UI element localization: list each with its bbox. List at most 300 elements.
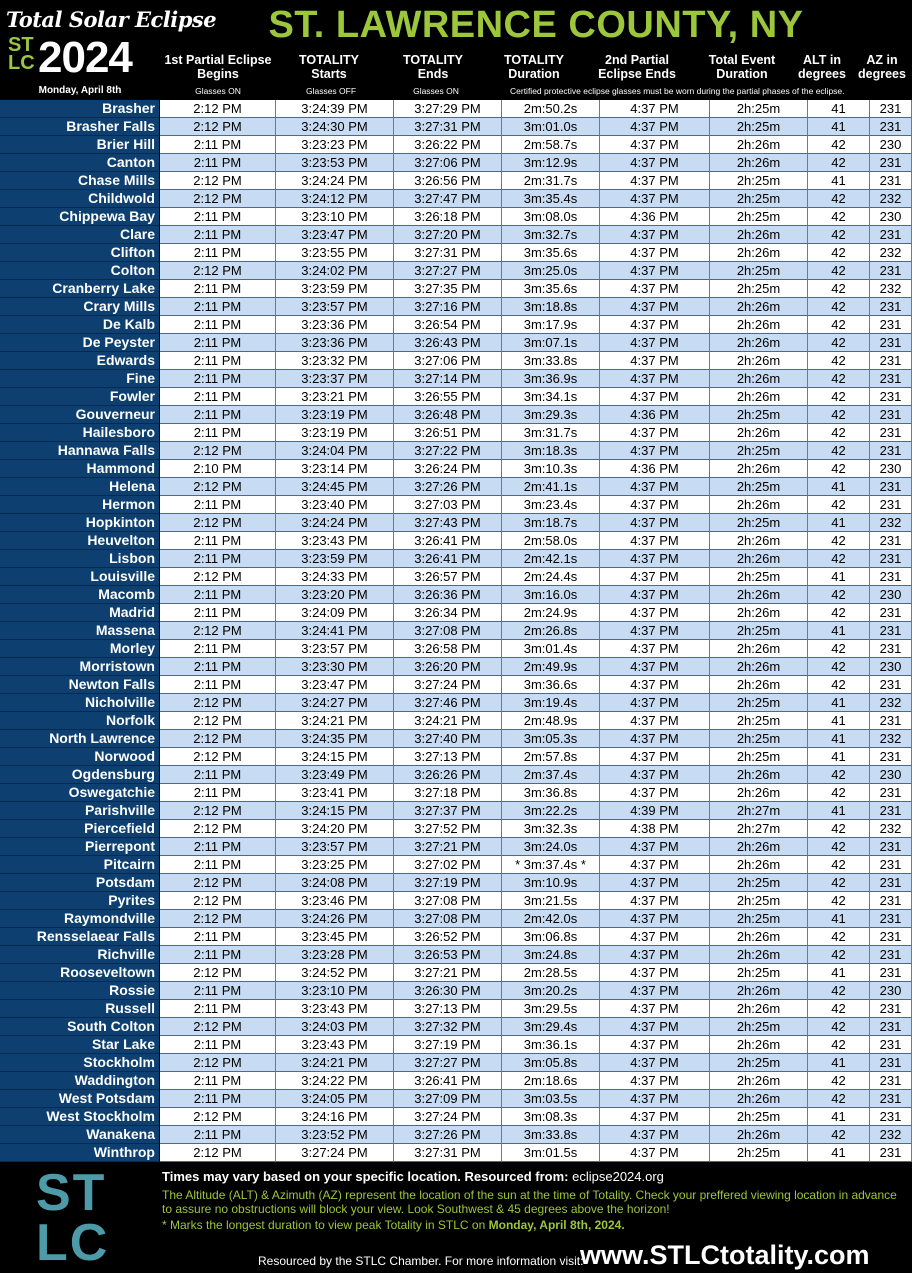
cell-az-degrees: 231 (870, 1036, 912, 1054)
cell-totality-starts: 3:24:15 PM (276, 748, 394, 766)
cell-town-name: North Lawrence (0, 730, 160, 748)
cell-town-name: Colton (0, 262, 160, 280)
cell-partial-begins: 2:12 PM (160, 874, 276, 892)
cell-town-name: Waddington (0, 1072, 160, 1090)
cell-alt-degrees: 42 (808, 532, 870, 550)
cell-event-duration: 2h:25m (710, 568, 808, 586)
table-row (0, 622, 912, 640)
cell-totality-ends: 3:26:58 PM (394, 640, 502, 658)
cell-totality-ends: 3:27:21 PM (394, 964, 502, 982)
cell-partial-ends: 4:37 PM (600, 172, 710, 190)
cell-town-name: Fowler (0, 388, 160, 406)
cell-event-duration: 2h:26m (710, 316, 808, 334)
cell-town-name: Clifton (0, 244, 160, 262)
cell-partial-begins: 2:10 PM (160, 460, 276, 478)
cell-totality-duration: 3m:19.4s (502, 694, 600, 712)
table-row (0, 352, 912, 370)
longest-duration-note (162, 1218, 625, 1232)
cell-alt-degrees: 42 (808, 640, 870, 658)
cell-alt-degrees: 42 (808, 874, 870, 892)
cell-town-name: Winthrop (0, 1144, 160, 1162)
cell-alt-degrees: 42 (808, 460, 870, 478)
table-row (0, 892, 912, 910)
cell-partial-ends: 4:37 PM (600, 280, 710, 298)
cell-alt-degrees: 41 (808, 514, 870, 532)
cell-az-degrees: 230 (870, 766, 912, 784)
cell-partial-ends: 4:37 PM (600, 1108, 710, 1126)
cell-alt-degrees: 41 (808, 100, 870, 118)
cell-alt-degrees: 42 (808, 1072, 870, 1090)
cell-az-degrees: 231 (870, 892, 912, 910)
cell-alt-degrees: 42 (808, 658, 870, 676)
cell-partial-begins: 2:12 PM (160, 514, 276, 532)
cell-totality-starts: 3:24:09 PM (276, 604, 394, 622)
cell-totality-ends: 3:27:20 PM (394, 226, 502, 244)
cell-az-degrees: 232 (870, 280, 912, 298)
cell-totality-ends: 3:27:06 PM (394, 154, 502, 172)
table-row (0, 154, 912, 172)
table-row (0, 640, 912, 658)
cell-event-duration: 2h:26m (710, 136, 808, 154)
cell-totality-duration: 3m:06.8s (502, 928, 600, 946)
cell-totality-ends: 3:27:46 PM (394, 694, 502, 712)
cell-az-degrees: 230 (870, 136, 912, 154)
cell-az-degrees: 231 (870, 1000, 912, 1018)
page-title: ST. LAWRENCE COUNTY, NY (268, 4, 804, 46)
cell-partial-begins: 2:11 PM (160, 154, 276, 172)
cell-alt-degrees: 42 (808, 928, 870, 946)
cell-totality-duration: 3m:36.8s (502, 784, 600, 802)
cell-event-duration: 2h:26m (710, 550, 808, 568)
cell-totality-ends: 3:26:36 PM (394, 586, 502, 604)
table-row (0, 874, 912, 892)
cell-town-name: Wanakena (0, 1126, 160, 1144)
cell-totality-duration: 2m:57.8s (502, 748, 600, 766)
cell-partial-begins: 2:11 PM (160, 1000, 276, 1018)
cell-totality-starts: 3:24:52 PM (276, 964, 394, 982)
cell-totality-starts: 3:23:23 PM (276, 136, 394, 154)
cell-az-degrees: 231 (870, 712, 912, 730)
table-row (0, 586, 912, 604)
col-header-alt: ALT in degrees (798, 53, 846, 81)
cell-totality-ends: 3:27:31 PM (394, 244, 502, 262)
cell-totality-ends: 3:27:13 PM (394, 748, 502, 766)
table-row (0, 910, 912, 928)
cell-town-name: Edwards (0, 352, 160, 370)
times-vary-note (162, 1169, 664, 1184)
cell-az-degrees: 232 (870, 244, 912, 262)
cell-az-degrees: 231 (870, 478, 912, 496)
cell-event-duration: 2h:26m (710, 1090, 808, 1108)
cell-partial-ends: 4:37 PM (600, 424, 710, 442)
cell-alt-degrees: 42 (808, 262, 870, 280)
cell-totality-starts: 3:24:39 PM (276, 100, 394, 118)
cell-partial-ends: 4:37 PM (600, 910, 710, 928)
cell-town-name: Rossie (0, 982, 160, 1000)
cell-totality-ends: 3:27:37 PM (394, 802, 502, 820)
table-row (0, 568, 912, 586)
cell-partial-ends: 4:37 PM (600, 100, 710, 118)
cell-partial-ends: 4:37 PM (600, 514, 710, 532)
cell-alt-degrees: 42 (808, 352, 870, 370)
cell-partial-begins: 2:11 PM (160, 244, 276, 262)
cell-town-name: Fine (0, 370, 160, 388)
col-header-totality-ends: TOTALITY Ends (403, 53, 463, 81)
cell-event-duration: 2h:26m (710, 334, 808, 352)
cell-alt-degrees: 42 (808, 190, 870, 208)
cell-partial-ends: 4:37 PM (600, 604, 710, 622)
table-row (0, 766, 912, 784)
cell-event-duration: 2h:26m (710, 766, 808, 784)
cell-az-degrees: 231 (870, 568, 912, 586)
cell-az-degrees: 231 (870, 748, 912, 766)
cell-event-duration: 2h:25m (710, 172, 808, 190)
cell-partial-ends: 4:37 PM (600, 748, 710, 766)
cell-alt-degrees: 42 (808, 1018, 870, 1036)
cell-alt-degrees: 42 (808, 424, 870, 442)
cell-partial-begins: 2:12 PM (160, 568, 276, 586)
cell-alt-degrees: 41 (808, 730, 870, 748)
cell-event-duration: 2h:25m (710, 514, 808, 532)
cell-partial-begins: 2:12 PM (160, 622, 276, 640)
cell-totality-ends: 3:26:26 PM (394, 766, 502, 784)
cell-partial-begins: 2:12 PM (160, 892, 276, 910)
eclipse-logo (0, 0, 217, 100)
col-header-event-duration: Total Event Duration (708, 53, 776, 81)
cell-town-name: Macomb (0, 586, 160, 604)
cell-partial-ends: 4:37 PM (600, 1090, 710, 1108)
cell-totality-duration: 3m:36.6s (502, 676, 600, 694)
cell-totality-duration: 3m:05.8s (502, 1054, 600, 1072)
cell-town-name: Pierrepont (0, 838, 160, 856)
cell-alt-degrees: 42 (808, 892, 870, 910)
cell-town-name: Crary Mills (0, 298, 160, 316)
cell-partial-ends: 4:37 PM (600, 1144, 710, 1162)
cell-totality-starts: 3:24:33 PM (276, 568, 394, 586)
cell-alt-degrees: 42 (808, 244, 870, 262)
cell-partial-ends: 4:37 PM (600, 388, 710, 406)
cell-event-duration: 2h:26m (710, 838, 808, 856)
cell-az-degrees: 230 (870, 658, 912, 676)
cell-totality-starts: 3:23:25 PM (276, 856, 394, 874)
cell-totality-starts: 3:23:43 PM (276, 1036, 394, 1054)
cell-totality-starts: 3:23:47 PM (276, 676, 394, 694)
cell-partial-ends: 4:37 PM (600, 694, 710, 712)
cell-event-duration: 2h:26m (710, 244, 808, 262)
cell-totality-ends: 3:27:24 PM (394, 1108, 502, 1126)
cell-partial-ends: 4:37 PM (600, 316, 710, 334)
cell-totality-ends: 3:26:41 PM (394, 550, 502, 568)
cell-totality-duration: 2m:24.4s (502, 568, 600, 586)
cell-town-name: Nicholville (0, 694, 160, 712)
cell-totality-duration: 3m:10.3s (502, 460, 600, 478)
cell-alt-degrees: 42 (808, 208, 870, 226)
cell-alt-degrees: 42 (808, 856, 870, 874)
cell-partial-ends: 4:37 PM (600, 982, 710, 1000)
alt-az-note: The Altitude (ALT) & Azimuth (AZ) represent the location of the sun at the time of Totality. Check your preffered viewing location in advance to assure no obstructions will block your view. Look Southwest & 45 degrees above the horizon! (162, 1188, 897, 1216)
cell-town-name: Heuvelton (0, 532, 160, 550)
cell-az-degrees: 231 (870, 226, 912, 244)
table-row (0, 1000, 912, 1018)
cell-az-degrees: 231 (870, 1090, 912, 1108)
table-row (0, 694, 912, 712)
cell-partial-ends: 4:36 PM (600, 208, 710, 226)
cell-totality-ends: 3:26:30 PM (394, 982, 502, 1000)
eclipse2024-link[interactable]: eclipse2024.org (572, 1169, 664, 1184)
cell-az-degrees: 231 (870, 118, 912, 136)
cell-totality-duration: 3m:17.9s (502, 316, 600, 334)
cell-event-duration: 2h:25m (710, 622, 808, 640)
cell-totality-duration: 2m:24.9s (502, 604, 600, 622)
cell-totality-duration: * 3m:37.4s * (502, 856, 600, 874)
cell-totality-starts: 3:24:08 PM (276, 874, 394, 892)
cell-partial-begins: 2:11 PM (160, 226, 276, 244)
cell-alt-degrees: 42 (808, 154, 870, 172)
cell-totality-duration: 3m:03.5s (502, 1090, 600, 1108)
col-header-totality-duration: TOTALITY Duration (504, 53, 564, 81)
cell-totality-starts: 3:23:57 PM (276, 640, 394, 658)
cell-event-duration: 2h:25m (710, 730, 808, 748)
cell-az-degrees: 231 (870, 802, 912, 820)
cell-alt-degrees: 42 (808, 1036, 870, 1054)
cell-totality-ends: 3:27:26 PM (394, 478, 502, 496)
cell-alt-degrees: 42 (808, 496, 870, 514)
cell-totality-starts: 3:24:12 PM (276, 190, 394, 208)
cell-totality-ends: 3:26:24 PM (394, 460, 502, 478)
cell-totality-duration: 3m:32.7s (502, 226, 600, 244)
cell-totality-duration: 3m:05.3s (502, 730, 600, 748)
cell-totality-duration: 3m:36.9s (502, 370, 600, 388)
cell-partial-ends: 4:37 PM (600, 568, 710, 586)
cell-alt-degrees: 41 (808, 802, 870, 820)
cell-az-degrees: 232 (870, 694, 912, 712)
cell-totality-ends: 3:26:52 PM (394, 928, 502, 946)
cell-partial-begins: 2:11 PM (160, 784, 276, 802)
cell-totality-ends: 3:26:34 PM (394, 604, 502, 622)
cell-event-duration: 2h:25m (710, 280, 808, 298)
cell-totality-ends: 3:26:41 PM (394, 1072, 502, 1090)
cell-alt-degrees: 42 (808, 550, 870, 568)
cell-totality-ends: 3:27:40 PM (394, 730, 502, 748)
cell-az-degrees: 231 (870, 262, 912, 280)
cell-partial-ends: 4:37 PM (600, 712, 710, 730)
cell-az-degrees: 231 (870, 946, 912, 964)
footer (0, 1162, 912, 1273)
cell-event-duration: 2h:26m (710, 1126, 808, 1144)
cell-event-duration: 2h:26m (710, 604, 808, 622)
cell-event-duration: 2h:26m (710, 586, 808, 604)
table-row (0, 748, 912, 766)
cell-totality-ends: 3:26:57 PM (394, 568, 502, 586)
cell-partial-begins: 2:11 PM (160, 208, 276, 226)
cell-totality-ends: 3:27:27 PM (394, 262, 502, 280)
cell-partial-ends: 4:37 PM (600, 550, 710, 568)
cell-totality-starts: 3:24:20 PM (276, 820, 394, 838)
cell-partial-ends: 4:37 PM (600, 622, 710, 640)
cell-totality-ends: 3:27:08 PM (394, 622, 502, 640)
cell-alt-degrees: 42 (808, 820, 870, 838)
cell-event-duration: 2h:25m (710, 1108, 808, 1126)
cell-totality-ends: 3:26:55 PM (394, 388, 502, 406)
cell-town-name: Norfolk (0, 712, 160, 730)
cell-partial-begins: 2:11 PM (160, 1072, 276, 1090)
cell-town-name: Stockholm (0, 1054, 160, 1072)
cell-partial-ends: 4:37 PM (600, 262, 710, 280)
cell-town-name: Oswegatchie (0, 784, 160, 802)
cell-partial-ends: 4:37 PM (600, 676, 710, 694)
cell-totality-starts: 3:23:20 PM (276, 586, 394, 604)
cell-town-name: Richville (0, 946, 160, 964)
cell-partial-begins: 2:12 PM (160, 730, 276, 748)
cell-town-name: Canton (0, 154, 160, 172)
cell-totality-starts: 3:23:59 PM (276, 550, 394, 568)
cell-partial-begins: 2:11 PM (160, 928, 276, 946)
cell-partial-begins: 2:12 PM (160, 802, 276, 820)
cell-az-degrees: 232 (870, 730, 912, 748)
cell-partial-ends: 4:37 PM (600, 730, 710, 748)
cell-alt-degrees: 42 (808, 406, 870, 424)
cell-totality-starts: 3:24:02 PM (276, 262, 394, 280)
table-row (0, 820, 912, 838)
cell-town-name: Newton Falls (0, 676, 160, 694)
cell-town-name: Pyrites (0, 892, 160, 910)
cell-az-degrees: 231 (870, 676, 912, 694)
cell-totality-duration: 3m:32.3s (502, 820, 600, 838)
cell-az-degrees: 231 (870, 172, 912, 190)
cell-totality-starts: 3:24:05 PM (276, 1090, 394, 1108)
cell-totality-ends: 3:27:14 PM (394, 370, 502, 388)
table-row (0, 100, 912, 118)
table-row (0, 172, 912, 190)
cell-totality-starts: 3:23:43 PM (276, 532, 394, 550)
cell-partial-begins: 2:12 PM (160, 712, 276, 730)
cell-totality-starts: 3:23:57 PM (276, 298, 394, 316)
cell-partial-begins: 2:12 PM (160, 1054, 276, 1072)
cell-totality-duration: 3m:35.6s (502, 280, 600, 298)
cell-totality-ends: 3:27:22 PM (394, 442, 502, 460)
cell-partial-begins: 2:11 PM (160, 604, 276, 622)
cell-alt-degrees: 42 (808, 1126, 870, 1144)
cell-totality-starts: 3:23:55 PM (276, 244, 394, 262)
cell-totality-duration: 3m:31.7s (502, 424, 600, 442)
cell-partial-begins: 2:11 PM (160, 1126, 276, 1144)
cell-az-degrees: 231 (870, 874, 912, 892)
cell-totality-starts: 3:23:53 PM (276, 154, 394, 172)
cell-az-degrees: 232 (870, 820, 912, 838)
cell-totality-duration: 2m:49.9s (502, 658, 600, 676)
cell-alt-degrees: 41 (808, 748, 870, 766)
table-row (0, 946, 912, 964)
cell-town-name: Chase Mills (0, 172, 160, 190)
cell-event-duration: 2h:26m (710, 1072, 808, 1090)
cell-event-duration: 2h:26m (710, 982, 808, 1000)
logo-stlc-bottom: LC (8, 52, 35, 74)
cell-totality-ends: 3:27:24 PM (394, 676, 502, 694)
cell-event-duration: 2h:25m (710, 208, 808, 226)
cell-az-degrees: 231 (870, 838, 912, 856)
cell-az-degrees: 231 (870, 334, 912, 352)
cell-az-degrees: 230 (870, 460, 912, 478)
cell-partial-begins: 2:12 PM (160, 1018, 276, 1036)
cell-totality-duration: 3m:29.5s (502, 1000, 600, 1018)
cell-partial-begins: 2:11 PM (160, 298, 276, 316)
table-row (0, 676, 912, 694)
logo-stlc (8, 36, 35, 72)
cell-partial-begins: 2:12 PM (160, 694, 276, 712)
col-header-az: AZ in degrees (858, 53, 906, 81)
cell-town-name: Hammond (0, 460, 160, 478)
cell-totality-starts: 3:24:24 PM (276, 514, 394, 532)
cell-partial-begins: 2:11 PM (160, 838, 276, 856)
cell-town-name: Chippewa Bay (0, 208, 160, 226)
cell-town-name: Gouverneur (0, 406, 160, 424)
cell-alt-degrees: 42 (808, 370, 870, 388)
table-row (0, 838, 912, 856)
cell-alt-degrees: 42 (808, 946, 870, 964)
cell-partial-begins: 2:11 PM (160, 586, 276, 604)
cell-totality-ends: 3:27:06 PM (394, 352, 502, 370)
cell-totality-duration: 2m:58.7s (502, 136, 600, 154)
cell-totality-starts: 3:23:46 PM (276, 892, 394, 910)
cell-totality-starts: 3:23:28 PM (276, 946, 394, 964)
cell-totality-duration: 2m:41.1s (502, 478, 600, 496)
cell-totality-starts: 3:24:21 PM (276, 712, 394, 730)
cell-az-degrees: 231 (870, 928, 912, 946)
cell-partial-ends: 4:37 PM (600, 334, 710, 352)
cell-event-duration: 2h:25m (710, 712, 808, 730)
website-link[interactable]: www.STLCtotality.com (580, 1240, 870, 1270)
cell-partial-ends: 4:38 PM (600, 820, 710, 838)
table-row (0, 514, 912, 532)
cell-partial-ends: 4:37 PM (600, 1018, 710, 1036)
cell-town-name: Helena (0, 478, 160, 496)
cell-town-name: Pitcairn (0, 856, 160, 874)
cell-alt-degrees: 42 (808, 586, 870, 604)
cell-az-degrees: 231 (870, 1108, 912, 1126)
cell-az-degrees: 231 (870, 1018, 912, 1036)
cell-partial-ends: 4:37 PM (600, 370, 710, 388)
cell-event-duration: 2h:26m (710, 460, 808, 478)
cell-alt-degrees: 41 (808, 172, 870, 190)
cell-totality-ends: 3:26:53 PM (394, 946, 502, 964)
cell-partial-ends: 4:37 PM (600, 532, 710, 550)
cell-town-name: Hannawa Falls (0, 442, 160, 460)
cell-alt-degrees: 41 (808, 964, 870, 982)
cell-totality-duration: 3m:21.5s (502, 892, 600, 910)
cell-totality-starts: 3:23:32 PM (276, 352, 394, 370)
cell-totality-ends: 3:27:27 PM (394, 1054, 502, 1072)
cell-totality-duration: 3m:33.8s (502, 1126, 600, 1144)
table-row (0, 532, 912, 550)
cell-alt-degrees: 41 (808, 118, 870, 136)
certified-glasses-note: Certified protective eclipse glasses must be worn during the partial phases of the eclipse. (510, 86, 845, 96)
cell-alt-degrees: 42 (808, 298, 870, 316)
cell-alt-degrees: 41 (808, 694, 870, 712)
eclipse-times-table (0, 100, 912, 1162)
table-row (0, 1144, 912, 1162)
table-row (0, 712, 912, 730)
cell-totality-duration: 2m:28.5s (502, 964, 600, 982)
cell-totality-duration: 3m:08.3s (502, 1108, 600, 1126)
cell-town-name: West Stockholm (0, 1108, 160, 1126)
cell-totality-ends: 3:27:19 PM (394, 874, 502, 892)
table-row (0, 496, 912, 514)
cell-alt-degrees: 42 (808, 676, 870, 694)
cell-town-name: South Colton (0, 1018, 160, 1036)
cell-totality-duration: 3m:24.8s (502, 946, 600, 964)
cell-partial-begins: 2:11 PM (160, 352, 276, 370)
cell-partial-ends: 4:37 PM (600, 118, 710, 136)
